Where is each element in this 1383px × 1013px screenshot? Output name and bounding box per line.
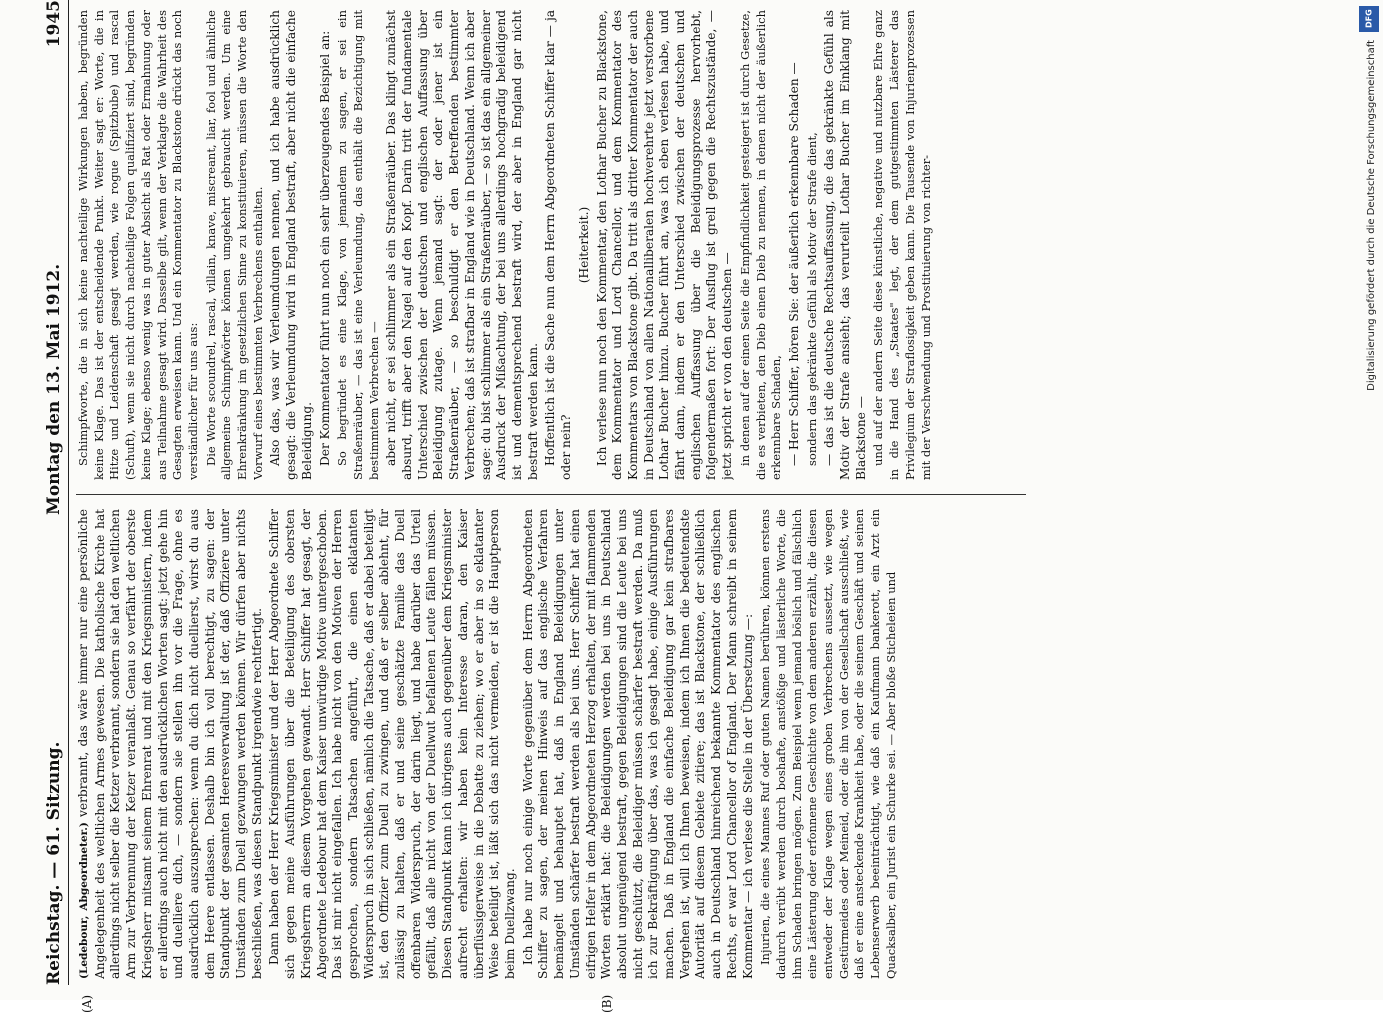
- paragraph: Dann haben der Herr Kriegsminister und der Herr Abgeordnete Schiffer sich gegen meine Ausführungen über die Beteiligung des obersten Kriegsherrn an diesem Vorgehen gewandt. Herr Schiffer hat gesagt, der Abgeordnete Ledebour hat dem Kaiser unwürdige Motive untergeschoben. Das ist mir nicht eingefallen. Ich habe nicht von den Motiven der Herren gesprochen, sondern Tatsachen angeführt, die einen eklatanten Widerspruch in sich schließen, nämlich die Tatsache, daß er dabei beteiligt ist, den Offizier zum Duell zu zwingen, und daß er selber ablehnt, für zulässig zu halten, daß er und seine geschätzte Familie das Duell offenbaren Widerspruch, der darin liegt, und habe darüber das Urteil gefällt, daß alle nicht von der Duellwut befallenen Leute fällen müssen. Diesen Standpunkt kann ich übrigens auch gegenüber dem Kriegsminister aufrecht erhalten: wir haben kein Interesse daran, den Kaiser überflüssigerweise in die Debatte zu ziehen; wo er aber in so eklatanter Weise beteiligt ist, läßt sich das nicht vermeiden, er ist die Hauptperson beim Duellzwang.: [267, 509, 517, 979]
- session-date: Montag den 13. Mai 1912.: [44, 263, 64, 515]
- paragraph: Also das, was wir Verleumdungen nennen, und ich habe ausdrücklich gesagt: die Verleumdung wird in England bestraft, aber nicht die einfache Beleidigung.: [268, 10, 314, 480]
- paragraph: — das ist die deutsche Rechtsauffassung, die das gekränkte Gefühl als Motiv der Strafe ansieht; das verurteilt Lothar Bucher im Einklang mit Blackstone —: [822, 10, 868, 480]
- paragraph: aber nicht, er sei schlimmer als ein Straßenräuber. Das klingt zunächst absurd, trifft aber den Nagel auf den Kopf. Darin tritt der fundamentale Unterschied zwischen der deutschen und englischen Auffassung über Beleidigung zutage. Wenn jemand sagt: der oder jener ist ein Straßenräuber, — so beschuldigt er den Betreffenden bestimmter Verbrechen; daß ist strafbar in England wie in Deutschland. Wenn ich aber sage: du bist schlimmer als ein Straßenräuber, — so ist das ein allgemeiner Ausdruck der Mißachtung, der bei uns allerdings hochgradig beleidigend ist und dementsprechend bestraft wird, der aber in England gar nicht bestraft werden kann.: [384, 10, 540, 480]
- paragraph: [76, 509, 265, 979]
- quotation: sondern das gekränkte Gefühl als Motiv der Strafe dient,: [804, 132, 819, 466]
- column-divider: [76, 494, 1026, 495]
- quotation: Die Worte scoundrel, rascal, villain, knave, miscreant, liar, fool und ähnliche allgemeine Schimpfwörter können umgekehrt gebraucht werden. Um eine Ehrenkränkung im gesetzlichen Sinne zu konstituieren, müssen die Worte den Vorwurf eines bestimmten Verbrechens enthalten.: [203, 10, 265, 480]
- page-header: [40, 0, 69, 985]
- interjection: (Heiterkeit.): [576, 206, 591, 284]
- paragraph-text: verbrannt, das wäre immer nur eine persönliche Angelegenheit des weltlichen Armes gewesen. Die katholische Kirche hat allerdings nicht selber die Ketzer verbrannt, sondern sie hat den weltlichen Arm zur Verbrennung der Ketzer veranlaßt. Genau so verfährt der oberste Kriegsherr mitsamt seinem Ehrenrat und mit den Kriegsministern, indem er allerdings auch nicht mit den ausdrücklichen Worten sagt: jetzt gehe hin und duelliere dich, — sondern sie stellen ihn vor die Frage, ohne es ausdrücklich auszusprechen: wenn du dich nicht duellierst, wirst du aus dem Heere entlassen. Deshalb bin ich voll berechtigt, zu sagen: der Standpunkt der gesamten Heeresverwaltung ist der, daß Offiziere unter Umständen zum Duell gezwungen werden können. Wir dürfen aber nichts beschließen, was diesen Standpunkt irgendwie rechtfertigt.: [76, 509, 264, 979]
- paragraph: Ich verlese nun noch den Kommentar, den Lothar Bucher zu Blackstone, dem Kommentator und Lord Chancellor, und dem Kommentator des Kommentars von Blackstone gibt. Da tritt als dritter Kommentator der auch in Deutschland von allen Nationalliberalen hochverehrte jetzt verstorbene Lothar Bucher hinzu. Bucher führt an, was ich eben verlesen habe, und fährt dann, indem er den Unterschied zwischen der deutschen und englischen Auffassung über die Beleidigungsprozesse hervorhebt, folgendermaßen fort: Der Ausflug ist grell gegen die Rechtszustände, — jetzt spricht er von den deutschen —: [594, 10, 735, 480]
- page-body: [40, 0, 1040, 1013]
- page-number: 1945: [44, 0, 64, 48]
- paragraph: Ich habe nur noch einige Worte gegenüber dem Herrn Abgeordneten Schiffer zu sagen, der meinen Hinweis auf das englische Verfahren bemängelt und behauptet hat, daß in England Beleidigungen unter Umständen schärfer bestraft werden als bei uns. Herr Schiffer hat einen eifrigen Helfer in dem Abgeordneten Herzog erhalten, der mit flammenden Worten erklärt hat: die Beleidigungen werden bei uns in Deutschland absolut ungenügend bestraft, gegen Beleidigungen sind die Leute bei uns nicht geschützt, die Beleidiger müssen schärfer bestraft werden. Da muß ich zur Bekräftigung über das, was ich gesagt habe, einige Ausführungen machen. Daß in England die einfache Beleidigung gar kein strafbares Vergehen ist, will ich Ihnen beweisen, indem ich Ihnen die bedeutendste Autorität auf diesem Gebiete zitiere; das ist Blackstone, der schließlich auch in Deutschland hinreichend bekannte Kommentator des englischen Rechts, er war Lord Chancellor of England. Der Mann schreibt in seinem Kommentar — ich verlese die Stelle in der Übersetzung —:: [520, 509, 755, 979]
- dfg-logo: DFG: [1359, 6, 1379, 32]
- margin-marker-b: (B): [600, 994, 614, 1013]
- session-title: Reichstag. — 61. Sitzung.: [44, 741, 64, 985]
- quotation: So begründet es eine Klage, von jemandem zu sagen, er sei ein Straßenräuber, — das ist eine Verleumdung, das enthält die Bezichtigung mit bestimmtem Verbrechen —: [335, 10, 381, 480]
- dfg-credit-text: Digitalisierung gefördert durch die Deutsche Forschungsgemeinschaft: [1366, 40, 1377, 391]
- paragraph: Der Kommentator führt nun noch ein sehr überzeugendes Beispiel an:: [317, 30, 332, 466]
- quotation: Schimpfworte, die in sich keine nachteilige Wirkungen haben, begründen keine Klage. Das ist der entscheidende Punkt. Weiter sagt er: Worte, die in Hitze und Leidenschaft gesagt werden, wie rogue (Spitzbube) und rascal (Schuft), wenn sie nicht durch nachteilige Folgen qualifiziert sind, begründen keine Klage; ebenso wenig was in guter Absicht als Rat oder Ermahnung oder aus Teilnahme gesagt wird. Dasselbe gilt, wenn der Verklagte die Wahrheit des Gesagten erweisen kann. Und ein Kommentator zu Blackstone drückt das noch verständlicher für uns aus:: [76, 10, 200, 480]
- quotation: Injurien, die eines Mannes Ruf oder guten Namen berühren, können erstens dadurch verübt werden durch boshafte, anstößige und lästerliche Worte, die ihm Schaden bringen mögen. Zum Beispiel wenn jemand böslich und fälschlich eine Lästerung oder erfonnene Geschichte von dem anderen erzählt, die diesen entweder der Klage wegen eines groben Verbrechens aussetzt, wie wegen Gestürmeides oder Meineid, oder die ihn von der Gesellschaft ausschließt, wie daß er eine ansteckende Krankheit habe, oder die seinem Geschäft und seinen Lebenserwerb beeinträchtigt, wie daß ein Kaufmann bankerott, ein Arzt ein Quacksalber, ein Jurist ein Schurke sei. — Aber bloße Sticheleien und: [758, 509, 898, 979]
- quotation: und auf der andern Seite diese künstliche, negative und nutzbare Ehre ganz in die Hand des „Staates" legt, der dem gutgestimmten Lästerer das Privilegium der Straflosigkeit geben kann. Die Tausende von Injurienprozessen mit der Verschwendung und Prostituierung von richter-: [871, 10, 933, 480]
- rotated-page-content: [40, 0, 933, 1013]
- left-column: [76, 509, 1036, 979]
- paragraph: Hoffentlich ist die Sache nun dem Herrn Abgeordneten Schiffer klar — ja oder nein?: [543, 10, 574, 480]
- margin-marker-a: (A): [80, 994, 94, 1013]
- quotation: in denen auf der einen Seite die Empfindlichkeit gesteigert ist durch Gesetze, die es verbieten, den Dieb einen Dieb zu nennen, in denen nicht der äußerlich erkennbare Schaden,: [737, 10, 784, 480]
- paragraph: — Herr Schiffer, hören Sie: der äußerlich erkennbare Schaden —: [786, 62, 801, 466]
- speaker-label: (Ledebour, Abgeordneter.): [78, 822, 90, 979]
- right-column: [76, 10, 1036, 480]
